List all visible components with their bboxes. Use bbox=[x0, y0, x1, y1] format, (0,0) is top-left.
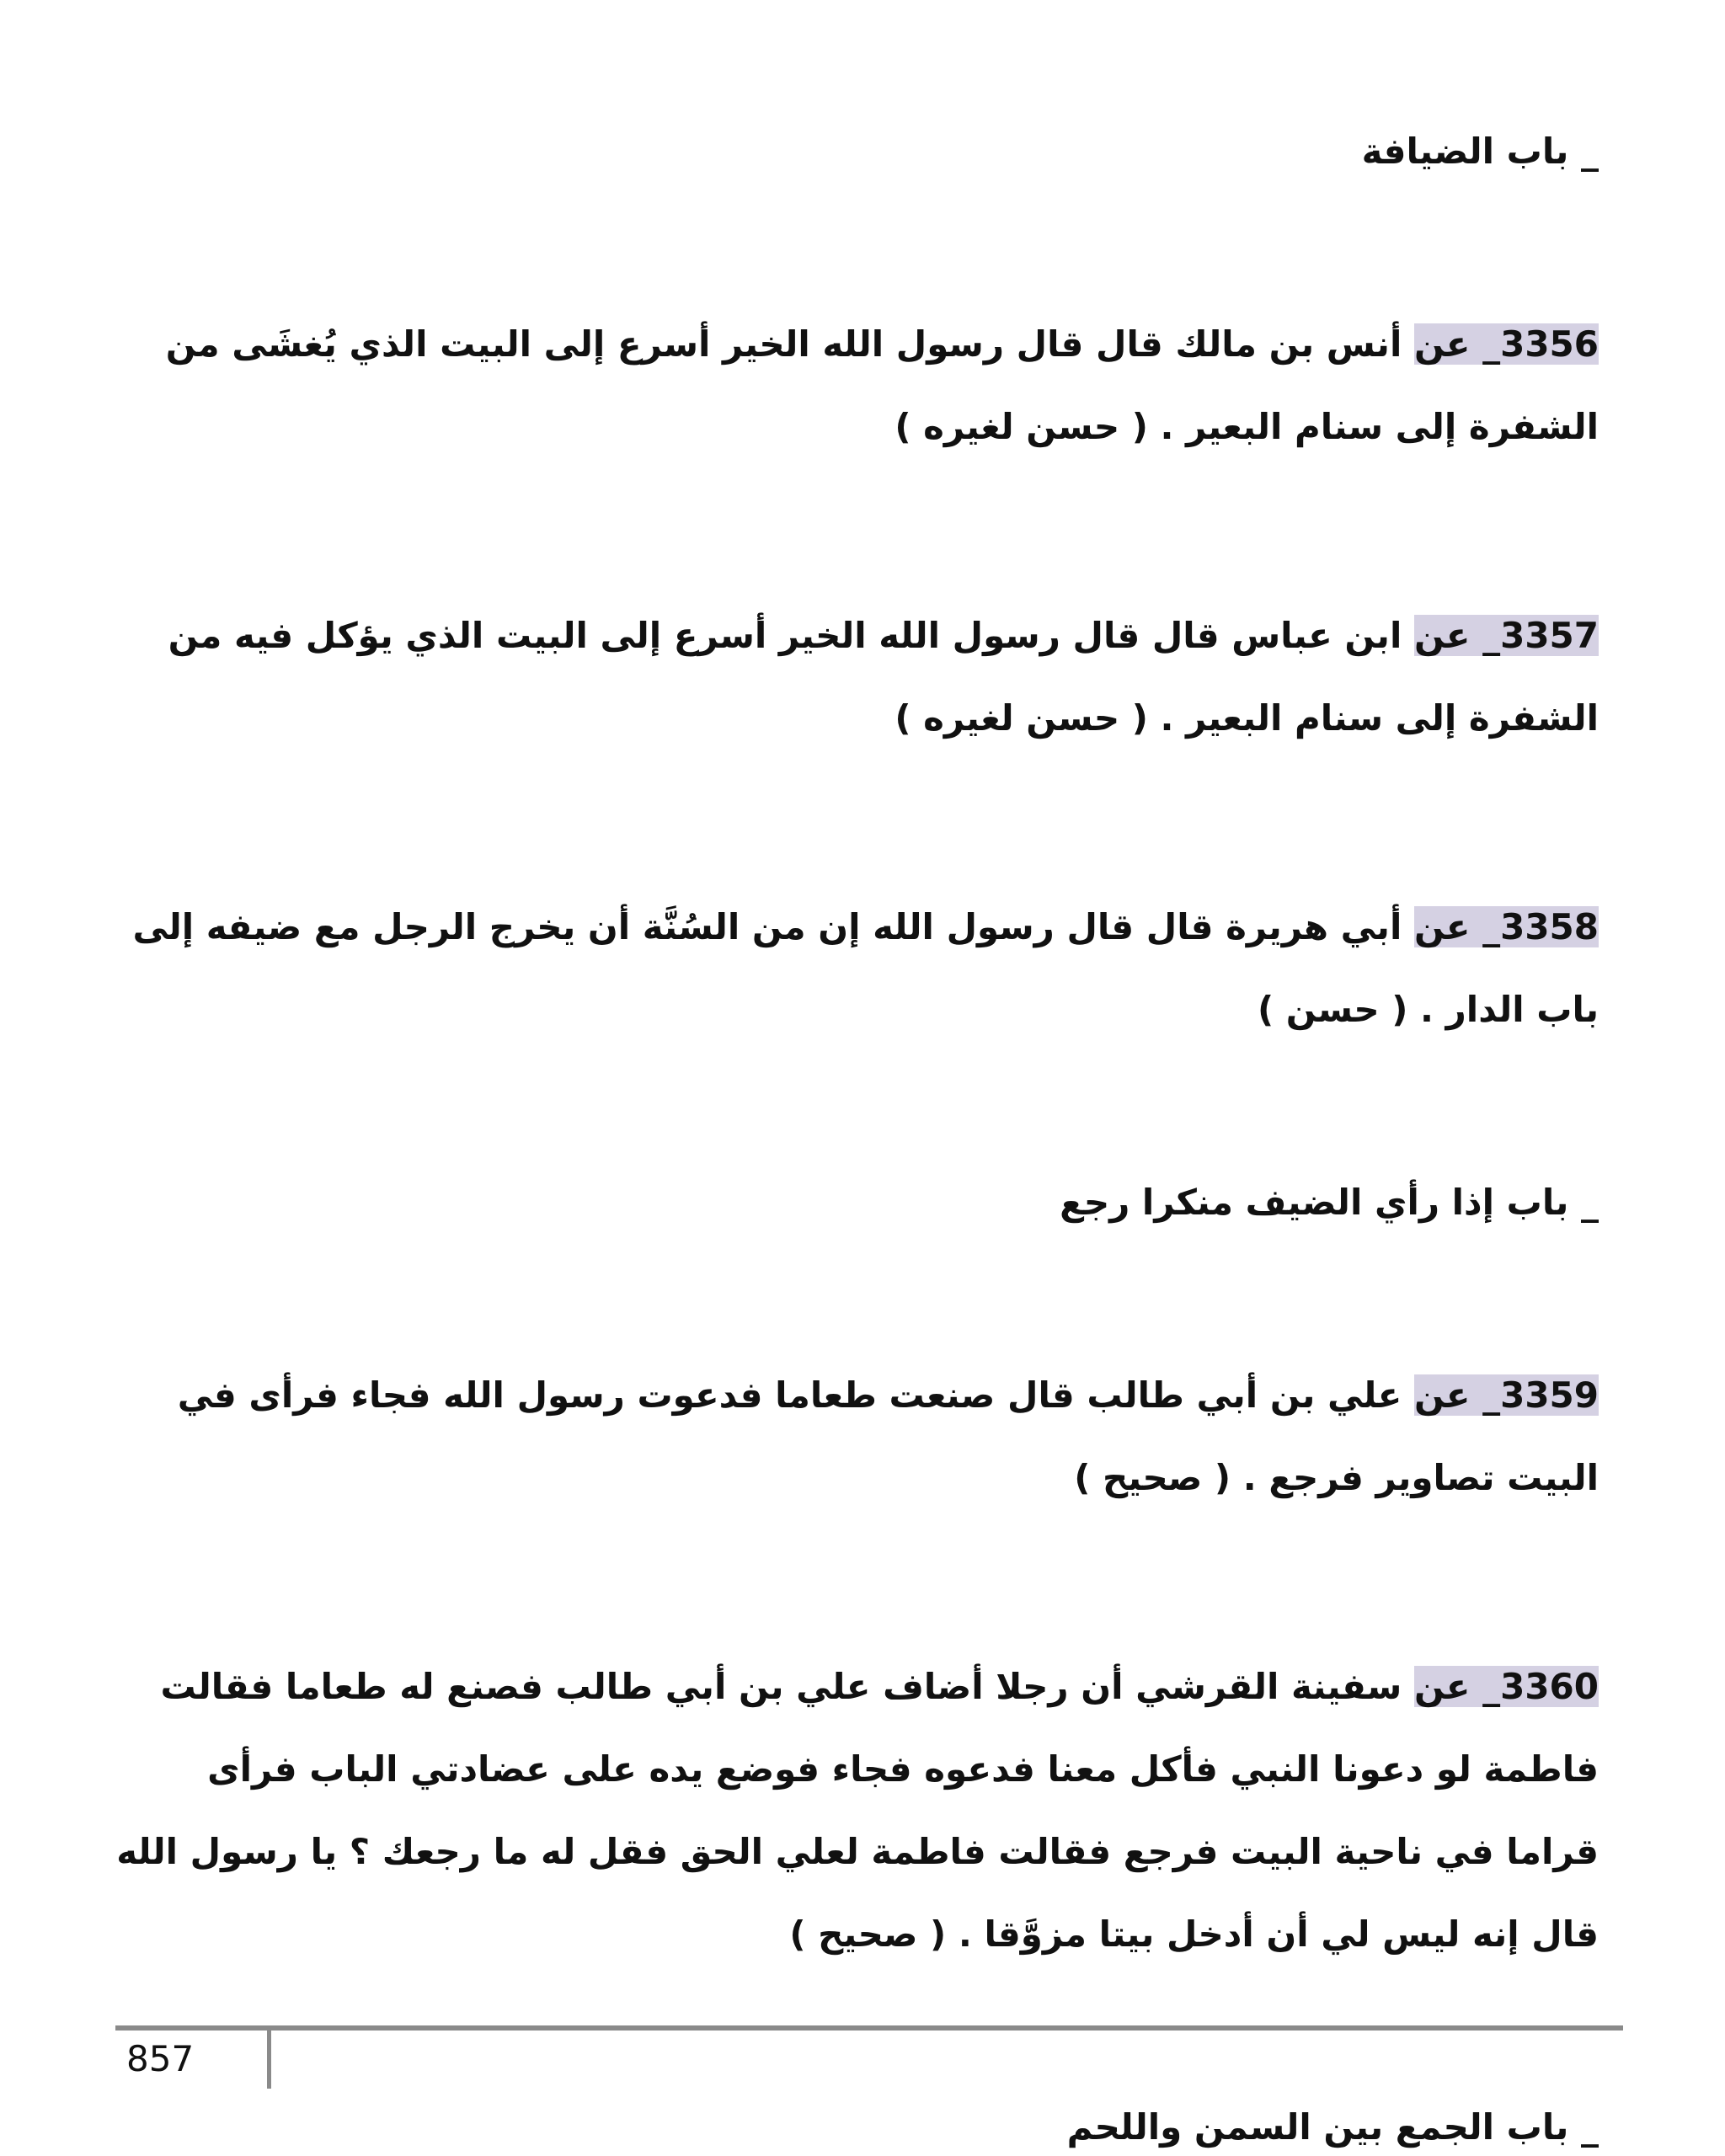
hadith-3357-marker bbox=[1414, 615, 1599, 656]
hadith-text: أنس بن مالك قال قال رسول الله الخير أسرع إلى البيت الذي يُغشَى من الشفرة إلى سنام البعير . ( حسن لغيره ) bbox=[165, 323, 1599, 447]
hadith-text: علي بن أبي طالب قال صنعت طعاما فدعوت رسول الله فجاء فرأى في البيت تصاوير فرجع . ( صحيح ) bbox=[177, 1374, 1599, 1498]
hadith-3358 bbox=[108, 886, 1599, 1051]
hadith-3357 bbox=[108, 595, 1599, 760]
hadith-an: عن bbox=[1413, 906, 1471, 947]
page-number: 857 bbox=[126, 2038, 195, 2079]
section-heading-hospitality: _ باب الضيافة bbox=[1361, 131, 1599, 172]
hadith-number: 3358_ bbox=[1482, 906, 1599, 947]
hadith-3359-marker bbox=[1414, 1374, 1599, 1416]
footer-tick bbox=[267, 2028, 271, 2089]
section-heading-guest-sees-evil: _ باب إذا رأي الضيف منكرا رجع bbox=[1060, 1182, 1599, 1223]
hadith-3358-marker bbox=[1414, 906, 1599, 947]
page-body bbox=[108, 126, 1599, 2153]
hadith-an: عن bbox=[1413, 1666, 1471, 1707]
hadith-number: 3356_ bbox=[1482, 323, 1599, 365]
hadith-text: سفينة القرشي أن رجلا أضاف علي بن أبي طالب فصنع له طعاما فقالت فاطمة لو دعونا النبي فأكل معنا فدعوه فجاء فوضع يده على عضادتي الباب فرأى قراما في ناحية البيت فرجع فقالت فاطمة لعلي الحق فقل له ما رجعك ؟ يا رسول الله قال إنه ليس لي أن أدخل بيتا مزوَّقا . ( صحيح ) bbox=[116, 1666, 1599, 1955]
hadith-an: عن bbox=[1413, 615, 1471, 656]
hadith-an: عن bbox=[1413, 1374, 1471, 1416]
hadith-number: 3359_ bbox=[1482, 1374, 1599, 1416]
hadith-an: عن bbox=[1413, 323, 1471, 365]
hadith-text: ابن عباس قال قال رسول الله الخير أسرع إلى البيت الذي يؤكل فيه من الشفرة إلى سنام البعير . ( حسن لغيره ) bbox=[168, 615, 1599, 739]
section-heading-ghee-and-meat: _ باب الجمع بين السمن واللحم bbox=[1066, 2106, 1599, 2148]
hadith-3359 bbox=[108, 1354, 1599, 1519]
footer-rule bbox=[115, 2025, 1623, 2031]
hadith-number: 3360_ bbox=[1482, 1666, 1599, 1707]
hadith-3360-marker bbox=[1414, 1666, 1599, 1707]
hadith-3360 bbox=[108, 1646, 1599, 1976]
hadith-text: أبي هريرة قال قال رسول الله إن من السُنَّة أن يخرج الرجل مع ضيفه إلى باب الدار . ( حسن ) bbox=[132, 906, 1599, 1030]
hadith-3356-marker bbox=[1414, 323, 1599, 365]
hadith-3356 bbox=[108, 303, 1599, 468]
hadith-number: 3357_ bbox=[1482, 615, 1599, 656]
